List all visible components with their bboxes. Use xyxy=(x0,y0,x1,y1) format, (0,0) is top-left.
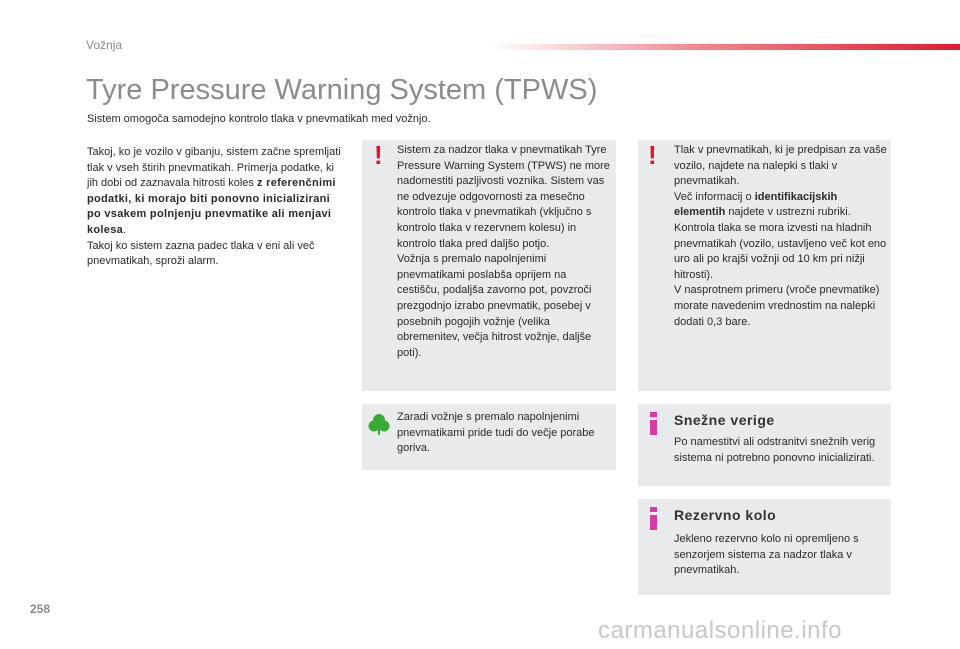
info-text-snow-chains: Po namestitvi ali odstranitvi snežnih verig sistema ni potrebno ponovno inicializirati. xyxy=(674,436,876,464)
main-text-end: . xyxy=(123,223,127,236)
intro-text: Sistem omogoča samodejno kontrolo tlaka v pnevmatikah med vožnjo. xyxy=(87,113,431,125)
info-icon xyxy=(650,412,657,435)
info-box-spare-wheel xyxy=(638,499,891,595)
exclamation-icon: ! xyxy=(374,140,383,170)
main-text-bold: z referenčnimi podatki, ki morajo biti ponovno inicializirani po vsakem polnjenju pnevmatike ali menjavi kolesa xyxy=(87,177,336,236)
main-paragraph-1 xyxy=(87,145,342,239)
exclamation-icon: ! xyxy=(648,140,657,170)
warning-box-2-text xyxy=(674,143,888,330)
warning-box-text xyxy=(397,143,611,361)
info-title-snow-chains: Snežne verige xyxy=(674,412,775,428)
info-text-spare-wheel: Jekleno rezervno kolo ni opremljeno s senzorjem sistema za nadzor tlaka v pnevmatikah. xyxy=(674,533,859,577)
page-number: 258 xyxy=(30,602,51,616)
main-text: Takoj, ko je vozilo v gibanju, sistem začne spremljati tlak v vseh štirih pnevmatikah. Primerja podatke, ki jih dobi od zaznavala hitrosti koles xyxy=(87,146,341,190)
eco-box xyxy=(362,404,616,470)
info-title-spare-wheel: Rezervno kolo xyxy=(674,507,777,523)
warning2-bold-text: identifikacijskih elementih xyxy=(674,190,838,219)
main-paragraph-2: Takoj ko sistem zazna padec tlaka v eni ali več pnevmatikah, sproži alarm. xyxy=(87,239,315,268)
watermark: carmanualsonline.info xyxy=(598,617,842,644)
info-box-snow-chains xyxy=(638,404,891,486)
eco-text: Zaradi vožnje s premalo napolnjenimi pnevmatikami pride tudi do večje porabe goriva. xyxy=(397,411,595,455)
warning2-paragraph-3: Kontrola tlaka se mora izvesti na hladnih pnevmatikah (vozilo, ustavljeno več kot eno uro ali po krajši vožnji od 10 km pri nižji hitrosti). xyxy=(674,221,887,281)
warning2-text: Več informacij o xyxy=(674,190,755,203)
warning-paragraph-1: Sistem za nadzor tlaka v pnevmatikah Tyre Pressure Warning System (TPWS) ne more nadomestiti pazljivosti voznika. Sistem vas ne odvezuje odgovornosti za mesečno kontrolo tlaka v pnevmatikah (vključno s kontrolo tlaka v rezervnem kolesu) in kontrolo tlaka pred daljšo potjo. xyxy=(397,144,610,250)
warning-box-pressure xyxy=(638,140,891,391)
header-accent-bar xyxy=(490,44,960,50)
main-text-column xyxy=(87,145,342,270)
eco-box-text-wrap xyxy=(397,410,611,457)
info-box-spare-content xyxy=(674,507,886,579)
info-icon xyxy=(650,507,657,530)
warning2-paragraph-2 xyxy=(674,190,888,221)
warning2-paragraph-1: Tlak v pnevmatikah, ki je predpisan za vaše vozilo, najdete na nalepki s tlaki v pnevmatikah. xyxy=(674,144,887,188)
page-title: Tyre Pressure Warning System (TPWS) xyxy=(86,74,598,106)
leaf-icon xyxy=(368,413,390,435)
warning2-text-end: najdete v ustrezni rubriki. xyxy=(725,206,851,219)
info-box-snow-content xyxy=(674,412,886,466)
warning-paragraph-2: Vožnja s premalo napolnjenimi pnevmatikami poslabša oprijem na cestišču, podaljša zavorno pot, povzroči prezgodnjo izrabo pnevmatik, posebej v posebnih pogojih vožnje (velika obremenitev, večja hitrost vožnje, daljše poti). xyxy=(397,253,592,359)
section-label: Vožnja xyxy=(86,38,123,52)
warning2-paragraph-4: V nasprotnem primeru (vroče pnevmatike) morate navedenim vrednostim na nalepki dodati 0,3 bare. xyxy=(674,284,880,328)
warning-box-tpws xyxy=(362,140,616,391)
